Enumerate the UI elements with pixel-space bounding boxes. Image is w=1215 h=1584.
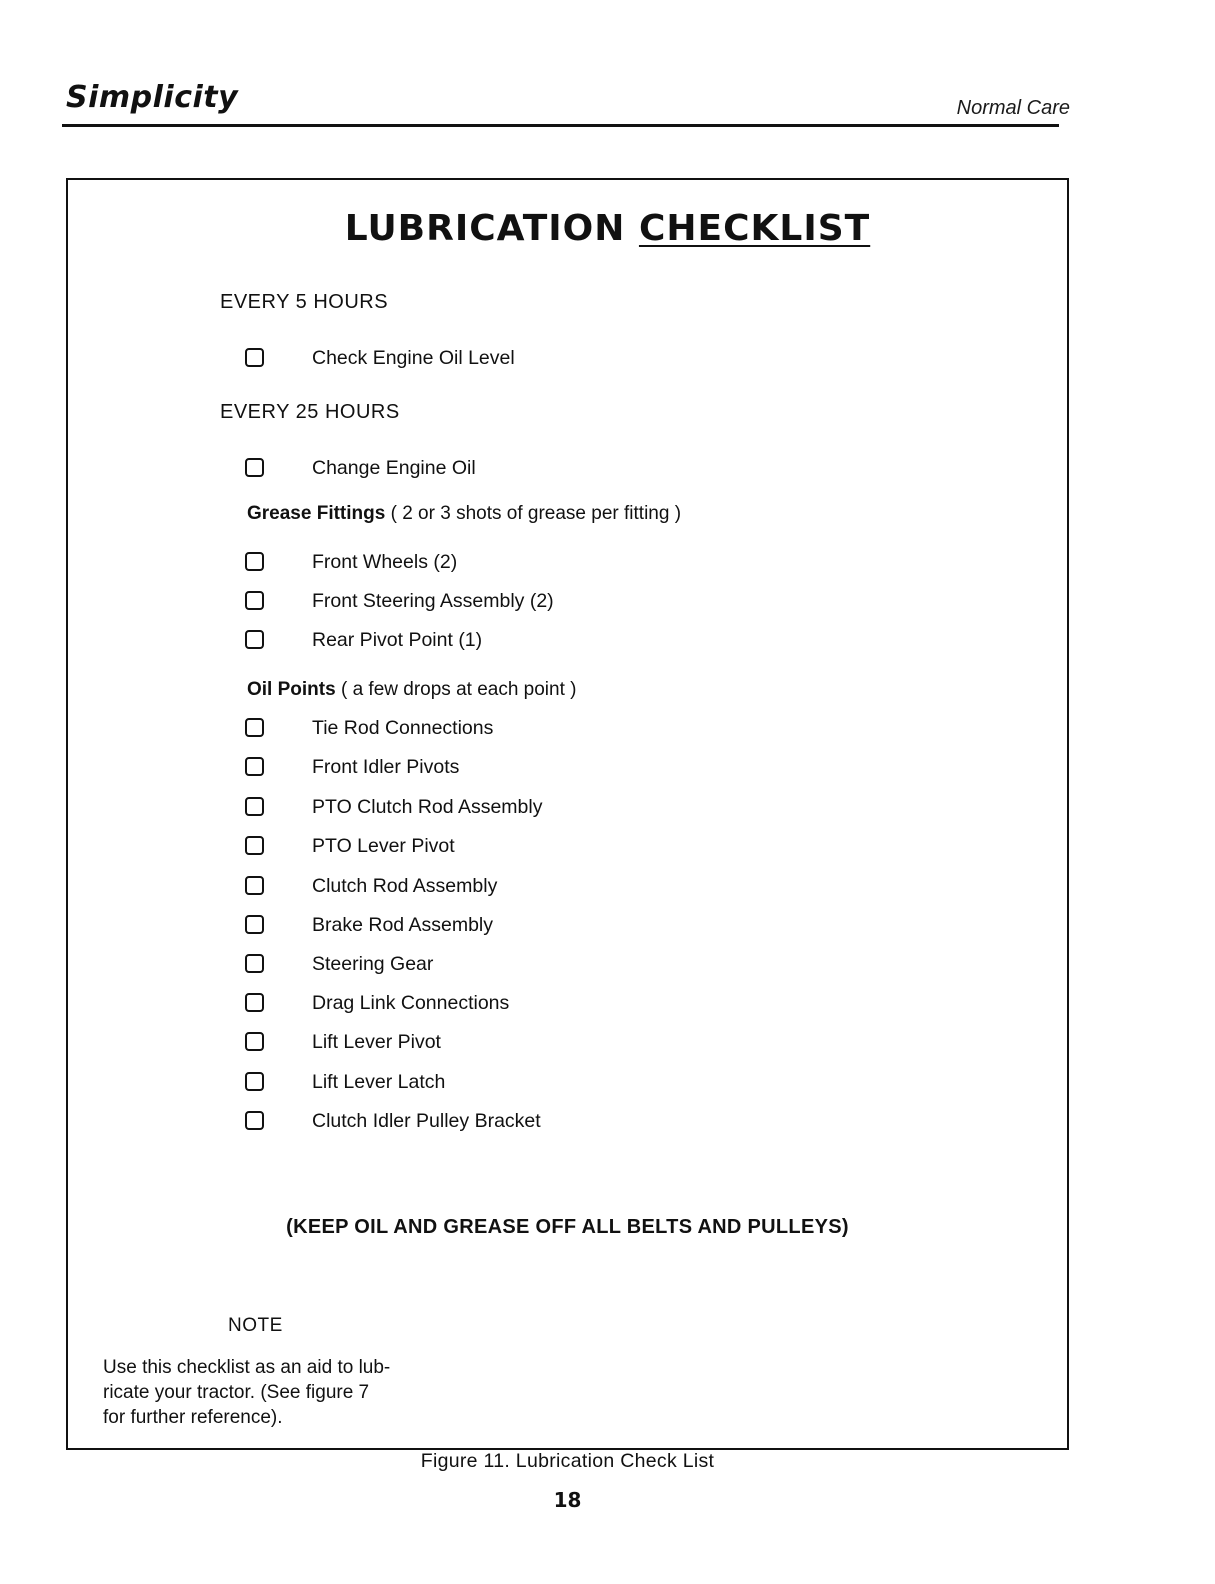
interval-heading-25-hours: EVERY 25 HOURS [220, 401, 400, 423]
checkbox[interactable] [245, 552, 264, 571]
checklist-item[interactable] [245, 552, 745, 576]
checkbox[interactable] [245, 630, 264, 649]
checkbox[interactable] [245, 458, 264, 477]
checkbox[interactable] [245, 993, 264, 1012]
checklist-item[interactable] [245, 757, 745, 781]
checklist-item-label: PTO Lever Pivot [312, 835, 455, 857]
checkbox[interactable] [245, 915, 264, 934]
checkbox[interactable] [245, 836, 264, 855]
title-text-part1: LUBRICATION [344, 208, 639, 249]
checklist-item-label: Tie Rod Connections [312, 717, 494, 739]
checkbox[interactable] [245, 591, 264, 610]
figure-caption: Figure 11. Lubrication Check List [420, 1450, 715, 1472]
note-line: ricate your tractor. (See figure 7 [103, 1382, 370, 1403]
checkbox[interactable] [245, 348, 264, 367]
checklist-item[interactable] [245, 993, 745, 1017]
checklist-item[interactable] [245, 1032, 745, 1056]
brand-logo: Simplicity [66, 80, 239, 115]
checklist-item[interactable] [245, 876, 745, 900]
checkbox[interactable] [245, 718, 264, 737]
checklist-title [0, 208, 1215, 249]
checklist-item[interactable] [245, 591, 745, 615]
checklist-item[interactable] [245, 718, 745, 742]
checklist-item-label: PTO Clutch Rod Assembly [312, 796, 543, 818]
checklist-item-label: Brake Rod Assembly [312, 914, 493, 936]
checklist-item-label: Front Idler Pivots [312, 756, 460, 778]
checklist-item[interactable] [245, 836, 745, 860]
interval-heading-5-hours: EVERY 5 HOURS [220, 291, 389, 313]
section-label: Normal Care [956, 97, 1070, 119]
checklist-item-label: Front Wheels (2) [312, 551, 458, 573]
checkbox[interactable] [245, 1111, 264, 1130]
checklist-item[interactable] [245, 915, 745, 939]
checklist-item[interactable] [245, 954, 745, 978]
checklist-item-label: Front Steering Assembly (2) [312, 590, 554, 612]
grease-heading-label: Grease Fittings [247, 503, 386, 524]
checkbox[interactable] [245, 954, 264, 973]
checklist-item-label: Check Engine Oil Level [312, 347, 515, 369]
note-line: Use this checklist as an aid to lub- [103, 1357, 391, 1378]
note-heading: NOTE [228, 1315, 283, 1336]
grease-fittings-heading [247, 503, 681, 525]
checkbox[interactable] [245, 757, 264, 776]
oil-heading-detail: ( a few drops at each point ) [335, 679, 577, 700]
title-text-part2: CHECKLIST [638, 208, 871, 249]
checkbox[interactable] [245, 1032, 264, 1051]
oil-heading-label: Oil Points [247, 679, 336, 700]
checklist-item[interactable] [245, 458, 745, 482]
checklist-item[interactable] [245, 348, 745, 372]
checklist-item[interactable] [245, 630, 745, 654]
checklist-item-label: Clutch Rod Assembly [312, 875, 498, 897]
warning-text: (KEEP OIL AND GREASE OFF ALL BELTS AND PULLEYS) [286, 1216, 849, 1238]
grease-heading-detail: ( 2 or 3 shots of grease per fitting ) [385, 503, 682, 524]
note-text [103, 1355, 443, 1430]
checklist-item-label: Rear Pivot Point (1) [312, 629, 483, 651]
checklist-item-label: Drag Link Connections [312, 992, 510, 1014]
note-line: for further reference). [103, 1407, 283, 1428]
checklist-item-label: Lift Lever Pivot [312, 1031, 441, 1053]
checklist-item[interactable] [245, 797, 745, 821]
checklist-item-label: Clutch Idler Pulley Bracket [312, 1110, 541, 1132]
checkbox[interactable] [245, 797, 264, 816]
checkbox[interactable] [245, 1072, 264, 1091]
checklist-item-label: Steering Gear [312, 953, 434, 975]
oil-points-heading [247, 679, 576, 701]
checklist-item-label: Lift Lever Latch [312, 1071, 446, 1093]
checkbox[interactable] [245, 876, 264, 895]
page-number: 18 [553, 1488, 582, 1512]
checklist-item[interactable] [245, 1072, 745, 1096]
checklist-item[interactable] [245, 1111, 745, 1135]
checklist-item-label: Change Engine Oil [312, 457, 476, 479]
header-rule [62, 124, 1059, 127]
